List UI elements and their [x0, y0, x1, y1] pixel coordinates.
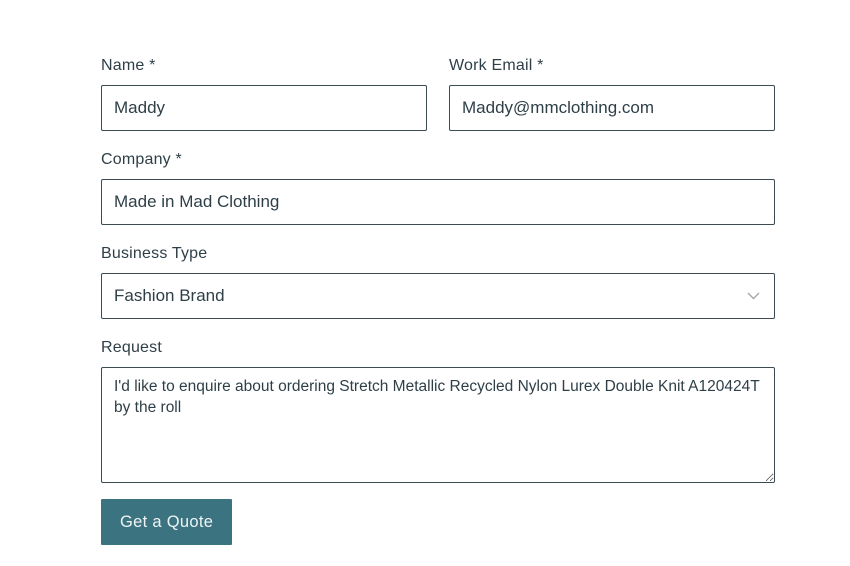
business-type-field-group	[101, 241, 775, 319]
work-email-input[interactable]	[449, 85, 775, 131]
work-email-label: Work Email *	[449, 57, 544, 74]
business-type-select[interactable]	[101, 273, 775, 319]
company-label: Company *	[101, 151, 182, 168]
business-type-label: Business Type	[101, 245, 208, 262]
request-label: Request	[101, 339, 162, 356]
submit-row	[101, 499, 775, 545]
request-textarea[interactable]	[101, 367, 775, 483]
name-email-row	[101, 53, 775, 147]
chevron-down-icon	[747, 292, 760, 300]
name-field-group	[101, 53, 427, 131]
get-a-quote-button[interactable]: Get a Quote	[101, 499, 232, 545]
company-field-group	[101, 147, 775, 225]
request-field-group	[101, 335, 775, 483]
name-label: Name *	[101, 57, 156, 74]
work-email-field-group	[449, 53, 775, 131]
name-input[interactable]	[101, 85, 427, 131]
business-type-selected-value: Fashion Brand	[114, 286, 225, 305]
company-input[interactable]	[101, 179, 775, 225]
quote-form	[101, 53, 775, 545]
